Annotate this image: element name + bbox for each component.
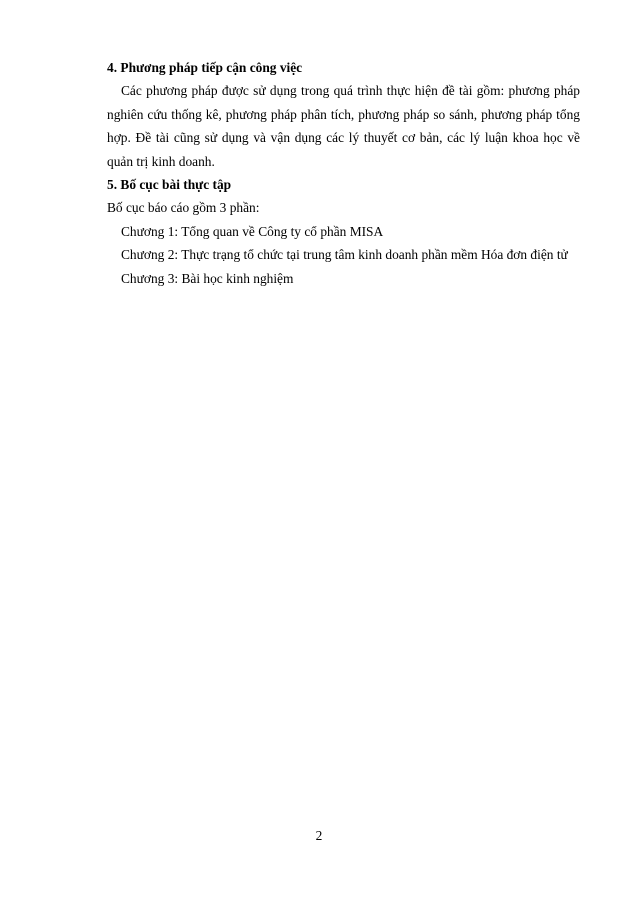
section-5-intro: Bố cục báo cáo gồm 3 phần:	[107, 200, 260, 216]
chapter-2-item: Chương 2: Thực trạng tổ chức tại trung tâm kinh doanh phần mềm Hóa đơn điện tử	[121, 247, 568, 263]
page-number: 2	[315, 828, 323, 843]
section-5-heading: 5. Bố cục bài thực tập	[107, 177, 232, 193]
section-4-heading: 4. Phương pháp tiếp cận công việc	[107, 60, 303, 75]
page-content	[107, 56, 580, 290]
chapter-3-item: Chương 3: Bài học kinh nghiệm	[121, 270, 294, 286]
chapter-1-item: Chương 1: Tổng quan về Công ty cổ phần MISA	[121, 223, 384, 239]
section-4-paragraph: Các phương pháp được sử dụng trong quá trình thực hiện đề tài gồm: phương pháp nghiên cứu thống kê, phương pháp phân tích, phương pháp so sánh, phương pháp tổng hợp. Đề tài cũng sử dụng và vận dụng các lý thuyết cơ bản, các lý luận khoa học về quản trị kinh doanh.	[107, 83, 580, 169]
